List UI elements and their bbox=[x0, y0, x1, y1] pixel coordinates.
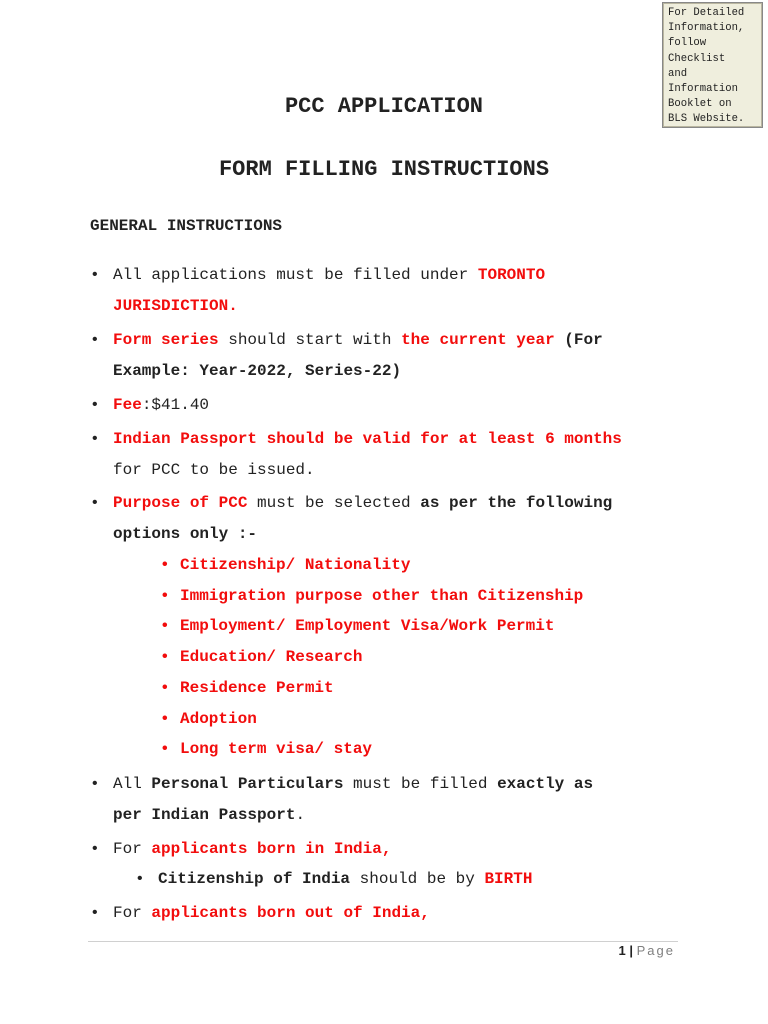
bullet-text: :$41.40 bbox=[141, 396, 210, 414]
bold-text: exactly as bbox=[497, 775, 594, 793]
bullet-icon: • bbox=[90, 266, 100, 284]
highlight-text: the current year bbox=[401, 331, 555, 349]
note-line: BLS Website. bbox=[668, 113, 745, 126]
bullet-icon: • bbox=[90, 396, 100, 414]
bullet-text: For bbox=[113, 904, 152, 922]
sub-list-item bbox=[160, 642, 362, 673]
sub-list-item bbox=[160, 611, 554, 642]
sub-list-item bbox=[135, 864, 532, 895]
option-text: Immigration purpose other than Citizenship bbox=[180, 587, 584, 605]
bullet-icon: • bbox=[160, 587, 170, 605]
note-line: Checklist bbox=[668, 52, 726, 65]
bullet-icon: • bbox=[90, 430, 100, 448]
bullet-icon: • bbox=[90, 775, 100, 793]
option-text: Education/ Research bbox=[180, 648, 363, 666]
highlight-text: Fee bbox=[113, 396, 142, 414]
bullet-text: for PCC to be issued. bbox=[113, 461, 315, 479]
highlight-text: JURISDICTION. bbox=[113, 297, 238, 315]
note-line: Information, bbox=[668, 22, 745, 35]
bullet-icon: • bbox=[90, 904, 100, 922]
highlight-text: Purpose of PCC bbox=[113, 494, 248, 512]
note-line: and bbox=[668, 67, 688, 80]
bold-text: per Indian Passport bbox=[113, 806, 296, 824]
bullet-text: All applications must be filled under bbox=[113, 266, 478, 284]
bullet-text: should be by bbox=[350, 870, 485, 888]
section-heading: GENERAL INSTRUCTIONS bbox=[90, 217, 283, 235]
highlight-text: Form series bbox=[113, 331, 219, 349]
bold-text: (For bbox=[554, 331, 603, 349]
page-label: Page bbox=[636, 943, 675, 958]
bullet-text: . bbox=[295, 806, 306, 824]
bullet-text: must be selected bbox=[247, 494, 421, 512]
bold-text: options only :- bbox=[113, 525, 258, 543]
bullet-icon: • bbox=[90, 840, 100, 858]
highlight-text: applicants born out of India, bbox=[151, 904, 430, 922]
option-text: Employment/ Employment Visa/Work Permit bbox=[180, 617, 555, 635]
bullet-icon: • bbox=[160, 556, 170, 574]
sub-list-item bbox=[160, 581, 583, 612]
footer-divider bbox=[88, 941, 678, 942]
bullet-text: All bbox=[113, 775, 152, 793]
bold-text: Example: Year-2022, Series-22) bbox=[113, 362, 402, 380]
page-title: PCC APPLICATION bbox=[284, 94, 484, 119]
note-line: follow bbox=[668, 37, 707, 50]
bullet-icon: • bbox=[90, 494, 100, 512]
bold-text: Personal Particulars bbox=[151, 775, 344, 793]
bold-text: Citizenship of India bbox=[158, 870, 351, 888]
sub-list-item bbox=[160, 673, 334, 704]
note-line: Information bbox=[668, 83, 738, 96]
option-text: Residence Permit bbox=[180, 679, 334, 697]
bullet-text: For bbox=[113, 840, 152, 858]
highlight-text: applicants born in India, bbox=[151, 840, 392, 858]
option-text: Long term visa/ stay bbox=[180, 740, 373, 758]
sub-list-item bbox=[160, 550, 410, 581]
option-text: Adoption bbox=[180, 710, 257, 728]
highlight-text: BIRTH bbox=[484, 870, 533, 888]
bullet-icon: • bbox=[160, 617, 170, 635]
bullet-icon: • bbox=[135, 870, 145, 888]
bullet-text: must be filled bbox=[343, 775, 498, 793]
page-number: 1 bbox=[618, 943, 626, 958]
bullet-icon: • bbox=[90, 331, 100, 349]
page-subtitle: FORM FILLING INSTRUCTIONS bbox=[218, 157, 550, 182]
highlight-text: TORONTO bbox=[477, 266, 546, 284]
option-text: Citizenship/ Nationality bbox=[180, 556, 411, 574]
page-footer bbox=[560, 943, 675, 958]
footer-separator: | bbox=[625, 943, 637, 958]
bullet-icon: • bbox=[160, 679, 170, 697]
sub-list-item bbox=[160, 734, 372, 765]
bullet-icon: • bbox=[160, 648, 170, 666]
bold-text: as per the following bbox=[420, 494, 613, 512]
sub-list-item bbox=[160, 704, 257, 735]
note-line: For Detailed bbox=[668, 7, 745, 19]
bullet-text: should start with bbox=[218, 331, 402, 349]
note-line: Booklet on bbox=[668, 98, 732, 111]
bullet-icon: • bbox=[160, 710, 170, 728]
highlight-text: Indian Passport should be valid for at least 6 months bbox=[113, 430, 622, 448]
bullet-icon: • bbox=[160, 740, 170, 758]
